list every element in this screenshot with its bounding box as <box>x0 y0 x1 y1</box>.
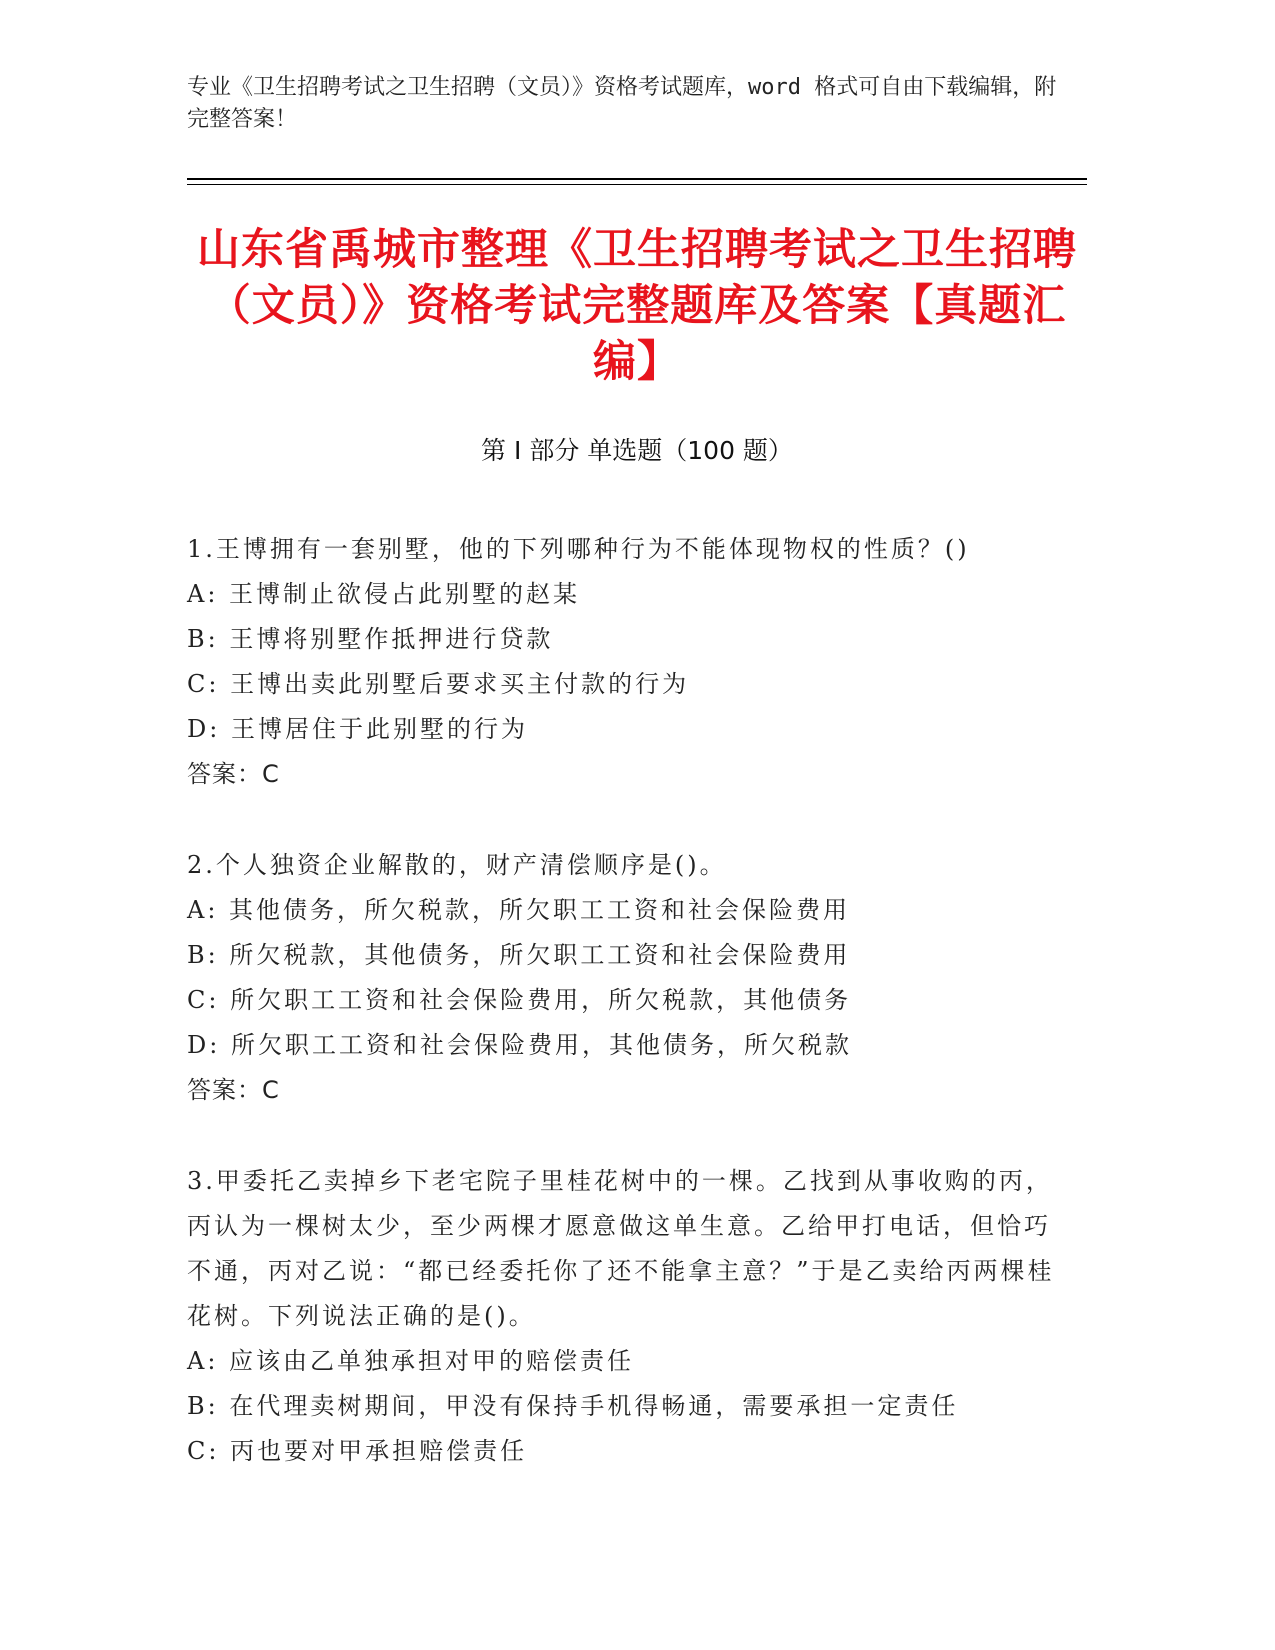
question-stem: 3.甲委托乙卖掉乡下老宅院子里桂花树中的一棵。乙找到从事收购的丙，丙认为一棵树太少，至少两棵才愿意做这单生意。乙给甲打电话，但恰巧不通，丙对乙说：“都已经委托你了还不能拿主意？”于是乙卖给丙两棵桂花树。下列说法正确的是()。 <box>187 1167 1055 1330</box>
header-divider-thick <box>187 178 1087 180</box>
document-title: 山东省禹城市整理《卫生招聘考试之卫生招聘（文员）》资格考试完整题库及答案【真题汇编】 <box>197 225 1077 387</box>
option-c: C: 丙也要对甲承担赔偿责任 <box>187 1437 528 1465</box>
option-c: C: 所欠职工工资和社会保险费用，所欠税款，其他债务 <box>187 986 852 1014</box>
option-a: A: 王博制止欲侵占此别墅的赵某 <box>187 580 581 608</box>
option-b: B: 所欠税款，其他债务，所欠职工工资和社会保险费用 <box>187 941 851 969</box>
option-d: D: 所欠职工工资和社会保险费用，其他债务，所欠税款 <box>187 1031 852 1059</box>
question-stem: 1.王博拥有一套别墅，他的下列哪种行为不能体现物权的性质？() <box>187 535 970 563</box>
section-title: 第 I 部分 单选题（100 题） <box>481 436 793 465</box>
header-divider-thin <box>187 184 1087 185</box>
option-d: D: 王博居住于此别墅的行为 <box>187 715 528 743</box>
option-b: B: 在代理卖树期间，甲没有保持手机得畅通，需要承担一定责任 <box>187 1392 959 1420</box>
question-item <box>187 843 1067 1113</box>
option-b: B: 王博将别墅作抵押进行贷款 <box>187 625 554 653</box>
option-c: C: 王博出卖此别墅后要求买主付款的行为 <box>187 670 690 698</box>
option-a: A: 其他债务，所欠税款，所欠职工工资和社会保险费用 <box>187 896 851 924</box>
question-item <box>187 527 1067 797</box>
answer: 答案：C <box>187 1076 280 1104</box>
header-note: 专业《卫生招聘考试之卫生招聘（文员）》资格考试题库，word 格式可自由下载编辑，附完整答案！ <box>187 75 1057 132</box>
question-list <box>187 527 1067 1520</box>
option-a: A: 应该由乙单独承担对甲的赔偿责任 <box>187 1347 635 1375</box>
question-stem: 2.个人独资企业解散的，财产清偿顺序是()。 <box>187 851 727 879</box>
answer: 答案：C <box>187 760 280 788</box>
question-item <box>187 1159 1067 1474</box>
